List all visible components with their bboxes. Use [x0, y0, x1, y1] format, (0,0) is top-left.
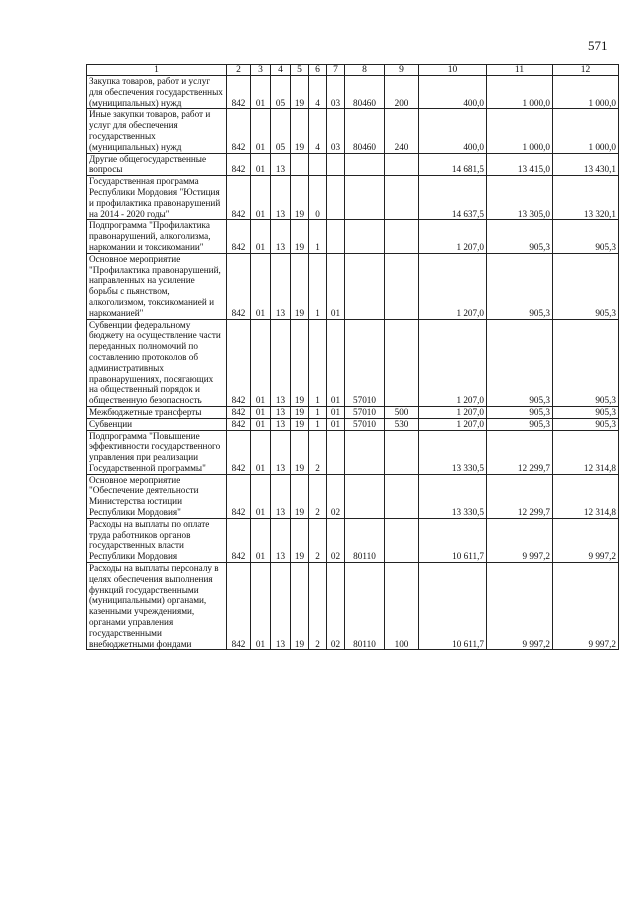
- column-header-6: 6: [309, 65, 327, 76]
- expense-type-cell: [385, 319, 419, 406]
- column-header-10: 10: [419, 65, 487, 76]
- name-cell: Межбюджетные трансферты: [87, 406, 227, 418]
- amount-cell: 905,3: [487, 406, 553, 418]
- subprogram-cell: 2: [309, 518, 327, 562]
- subsection-cell: 13: [271, 418, 291, 430]
- amount-cell: 12 314,8: [553, 474, 619, 518]
- amount-cell: 400,0: [419, 109, 487, 153]
- amount-cell: 14 681,5: [419, 153, 487, 176]
- amount-cell: 1 207,0: [419, 319, 487, 406]
- section-cell: 01: [251, 518, 271, 562]
- subsection-cell: 13: [271, 563, 291, 650]
- event-cell: 02: [327, 474, 345, 518]
- program-cell: 19: [291, 418, 309, 430]
- expense-type-cell: 200: [385, 76, 419, 109]
- expense-type-cell: [385, 153, 419, 176]
- event-cell: 01: [327, 406, 345, 418]
- subprogram-cell: 1: [309, 418, 327, 430]
- expense-type-cell: [385, 253, 419, 319]
- table-row: [87, 220, 619, 253]
- program-cell: 19: [291, 406, 309, 418]
- program-cell: 19: [291, 109, 309, 153]
- direction-cell: 80460: [345, 109, 385, 153]
- program-cell: 19: [291, 518, 309, 562]
- budget-table: [86, 64, 619, 650]
- event-cell: [327, 153, 345, 176]
- name-cell: Субвенции: [87, 418, 227, 430]
- amount-cell: 10 611,7: [419, 518, 487, 562]
- name-cell: Основное мероприятие "Обеспечение деятельности Министерства юстиции Республики Мордовия": [87, 474, 227, 518]
- amount-cell: 10 611,7: [419, 563, 487, 650]
- table-row: [87, 518, 619, 562]
- table-row: [87, 418, 619, 430]
- table-body: [87, 76, 619, 650]
- table-row: [87, 406, 619, 418]
- column-header-4: 4: [271, 65, 291, 76]
- direction-cell: [345, 153, 385, 176]
- event-cell: 01: [327, 319, 345, 406]
- amount-cell: 1 207,0: [419, 220, 487, 253]
- amount-cell: 1 000,0: [553, 109, 619, 153]
- table-row: [87, 109, 619, 153]
- name-cell: Подпрограмма "Повышение эффективности государственного управления при реализации Государственной программы": [87, 430, 227, 474]
- amount-cell: 13 320,1: [553, 176, 619, 220]
- amount-cell: 1 207,0: [419, 418, 487, 430]
- amount-cell: 13 330,5: [419, 474, 487, 518]
- section-cell: 01: [251, 474, 271, 518]
- program-cell: 19: [291, 319, 309, 406]
- amount-cell: 400,0: [419, 76, 487, 109]
- amount-cell: 905,3: [553, 253, 619, 319]
- column-header-2: 2: [227, 65, 251, 76]
- section-cell: 01: [251, 109, 271, 153]
- column-header-8: 8: [345, 65, 385, 76]
- subsection-cell: 13: [271, 153, 291, 176]
- amount-cell: 905,3: [487, 220, 553, 253]
- amount-cell: 1 207,0: [419, 253, 487, 319]
- section-cell: 01: [251, 563, 271, 650]
- admin-code-cell: 842: [227, 253, 251, 319]
- section-cell: 01: [251, 76, 271, 109]
- name-cell: Другие общегосударственные вопросы: [87, 153, 227, 176]
- subprogram-cell: 1: [309, 406, 327, 418]
- direction-cell: [345, 474, 385, 518]
- page-number: 571: [588, 38, 608, 53]
- column-header-11: 11: [487, 65, 553, 76]
- amount-cell: 1 207,0: [419, 406, 487, 418]
- amount-cell: 13 430,1: [553, 153, 619, 176]
- admin-code-cell: 842: [227, 406, 251, 418]
- subsection-cell: 13: [271, 406, 291, 418]
- subprogram-cell: 2: [309, 563, 327, 650]
- column-header-1: 1: [87, 65, 227, 76]
- admin-code-cell: 842: [227, 430, 251, 474]
- table-row: [87, 319, 619, 406]
- subsection-cell: 13: [271, 220, 291, 253]
- amount-cell: 905,3: [553, 418, 619, 430]
- direction-cell: 57010: [345, 406, 385, 418]
- name-cell: Расходы на выплаты по оплате труда работников органов государственных власти Республики Мордовия: [87, 518, 227, 562]
- subprogram-cell: 1: [309, 220, 327, 253]
- amount-cell: 1 000,0: [487, 76, 553, 109]
- subsection-cell: 05: [271, 109, 291, 153]
- direction-cell: 57010: [345, 418, 385, 430]
- subprogram-cell: 2: [309, 430, 327, 474]
- amount-cell: 905,3: [487, 418, 553, 430]
- amount-cell: 13 330,5: [419, 430, 487, 474]
- table-row: [87, 253, 619, 319]
- table-row: [87, 430, 619, 474]
- program-cell: 19: [291, 430, 309, 474]
- direction-cell: 57010: [345, 319, 385, 406]
- table-row: [87, 474, 619, 518]
- admin-code-cell: 842: [227, 109, 251, 153]
- program-cell: 19: [291, 220, 309, 253]
- expense-type-cell: [385, 430, 419, 474]
- direction-cell: [345, 176, 385, 220]
- header-row: [87, 65, 619, 76]
- subprogram-cell: 2: [309, 474, 327, 518]
- subsection-cell: 05: [271, 76, 291, 109]
- event-cell: 03: [327, 76, 345, 109]
- amount-cell: 905,3: [553, 220, 619, 253]
- admin-code-cell: 842: [227, 418, 251, 430]
- amount-cell: 905,3: [553, 319, 619, 406]
- name-cell: Расходы на выплаты персоналу в целях обеспечения выполнения функций государственными (муниципальными) органами, казенными учреждениями, органами управления государственными внебюджетными фондами: [87, 563, 227, 650]
- amount-cell: 9 997,2: [487, 563, 553, 650]
- name-cell: Основное мероприятие "Профилактика правонарушений, направленных на усиление борьбы с пьянством, алкоголизмом, токсикоманией и наркоманией": [87, 253, 227, 319]
- amount-cell: 1 000,0: [553, 76, 619, 109]
- direction-cell: [345, 253, 385, 319]
- column-header-3: 3: [251, 65, 271, 76]
- event-cell: [327, 430, 345, 474]
- event-cell: 03: [327, 109, 345, 153]
- amount-cell: 12 299,7: [487, 474, 553, 518]
- subsection-cell: 13: [271, 474, 291, 518]
- name-cell: Субвенции федеральному бюджету на осуществление части переданных полномочий по составлению протоколов об административных правонарушениях, посягающих на общественный порядок и общественную безопасность: [87, 319, 227, 406]
- section-cell: 01: [251, 418, 271, 430]
- table-row: [87, 176, 619, 220]
- event-cell: 02: [327, 563, 345, 650]
- subsection-cell: 13: [271, 253, 291, 319]
- table-row: [87, 153, 619, 176]
- program-cell: 19: [291, 563, 309, 650]
- section-cell: 01: [251, 430, 271, 474]
- section-cell: 01: [251, 406, 271, 418]
- table-row: [87, 76, 619, 109]
- column-header-7: 7: [327, 65, 345, 76]
- event-cell: [327, 220, 345, 253]
- subprogram-cell: 1: [309, 319, 327, 406]
- admin-code-cell: 842: [227, 176, 251, 220]
- admin-code-cell: 842: [227, 563, 251, 650]
- admin-code-cell: 842: [227, 220, 251, 253]
- event-cell: [327, 176, 345, 220]
- amount-cell: 13 305,0: [487, 176, 553, 220]
- subsection-cell: 13: [271, 430, 291, 474]
- name-cell: Государственная программа Республики Мордовия "Юстиция и профилактика правонарушений на 2014 - 2020 годы": [87, 176, 227, 220]
- expense-type-cell: [385, 220, 419, 253]
- amount-cell: 905,3: [487, 253, 553, 319]
- subsection-cell: 13: [271, 518, 291, 562]
- column-header-12: 12: [553, 65, 619, 76]
- admin-code-cell: 842: [227, 76, 251, 109]
- column-header-9: 9: [385, 65, 419, 76]
- amount-cell: 9 997,2: [553, 563, 619, 650]
- expense-type-cell: 500: [385, 406, 419, 418]
- event-cell: 02: [327, 518, 345, 562]
- program-cell: [291, 153, 309, 176]
- direction-cell: [345, 430, 385, 474]
- direction-cell: 80110: [345, 563, 385, 650]
- section-cell: 01: [251, 253, 271, 319]
- program-cell: 19: [291, 253, 309, 319]
- section-cell: 01: [251, 153, 271, 176]
- amount-cell: 9 997,2: [487, 518, 553, 562]
- amount-cell: 12 314,8: [553, 430, 619, 474]
- admin-code-cell: 842: [227, 319, 251, 406]
- subsection-cell: 13: [271, 176, 291, 220]
- expense-type-cell: [385, 518, 419, 562]
- amount-cell: 905,3: [487, 319, 553, 406]
- amount-cell: 905,3: [553, 406, 619, 418]
- section-cell: 01: [251, 176, 271, 220]
- expense-type-cell: 240: [385, 109, 419, 153]
- subsection-cell: 13: [271, 319, 291, 406]
- event-cell: 01: [327, 253, 345, 319]
- expense-type-cell: [385, 176, 419, 220]
- name-cell: Иные закупки товаров, работ и услуг для обеспечения государственных (муниципальных) нужд: [87, 109, 227, 153]
- program-cell: 19: [291, 474, 309, 518]
- amount-cell: 13 415,0: [487, 153, 553, 176]
- expense-type-cell: 530: [385, 418, 419, 430]
- program-cell: 19: [291, 76, 309, 109]
- event-cell: 01: [327, 418, 345, 430]
- table-row: [87, 563, 619, 650]
- direction-cell: 80110: [345, 518, 385, 562]
- subprogram-cell: 0: [309, 176, 327, 220]
- subprogram-cell: 4: [309, 76, 327, 109]
- amount-cell: 9 997,2: [553, 518, 619, 562]
- amount-cell: 1 000,0: [487, 109, 553, 153]
- admin-code-cell: 842: [227, 153, 251, 176]
- name-cell: Подпрограмма "Профилактика правонарушений, алкоголизма, наркомании и токсикомании": [87, 220, 227, 253]
- expense-type-cell: 100: [385, 563, 419, 650]
- subprogram-cell: [309, 153, 327, 176]
- direction-cell: [345, 220, 385, 253]
- admin-code-cell: 842: [227, 474, 251, 518]
- amount-cell: 12 299,7: [487, 430, 553, 474]
- column-header-5: 5: [291, 65, 309, 76]
- direction-cell: 80460: [345, 76, 385, 109]
- section-cell: 01: [251, 319, 271, 406]
- expense-type-cell: [385, 474, 419, 518]
- name-cell: Закупка товаров, работ и услуг для обеспечения государственных (муниципальных) нужд: [87, 76, 227, 109]
- subprogram-cell: 4: [309, 109, 327, 153]
- program-cell: 19: [291, 176, 309, 220]
- section-cell: 01: [251, 220, 271, 253]
- subprogram-cell: 1: [309, 253, 327, 319]
- amount-cell: 14 637,5: [419, 176, 487, 220]
- admin-code-cell: 842: [227, 518, 251, 562]
